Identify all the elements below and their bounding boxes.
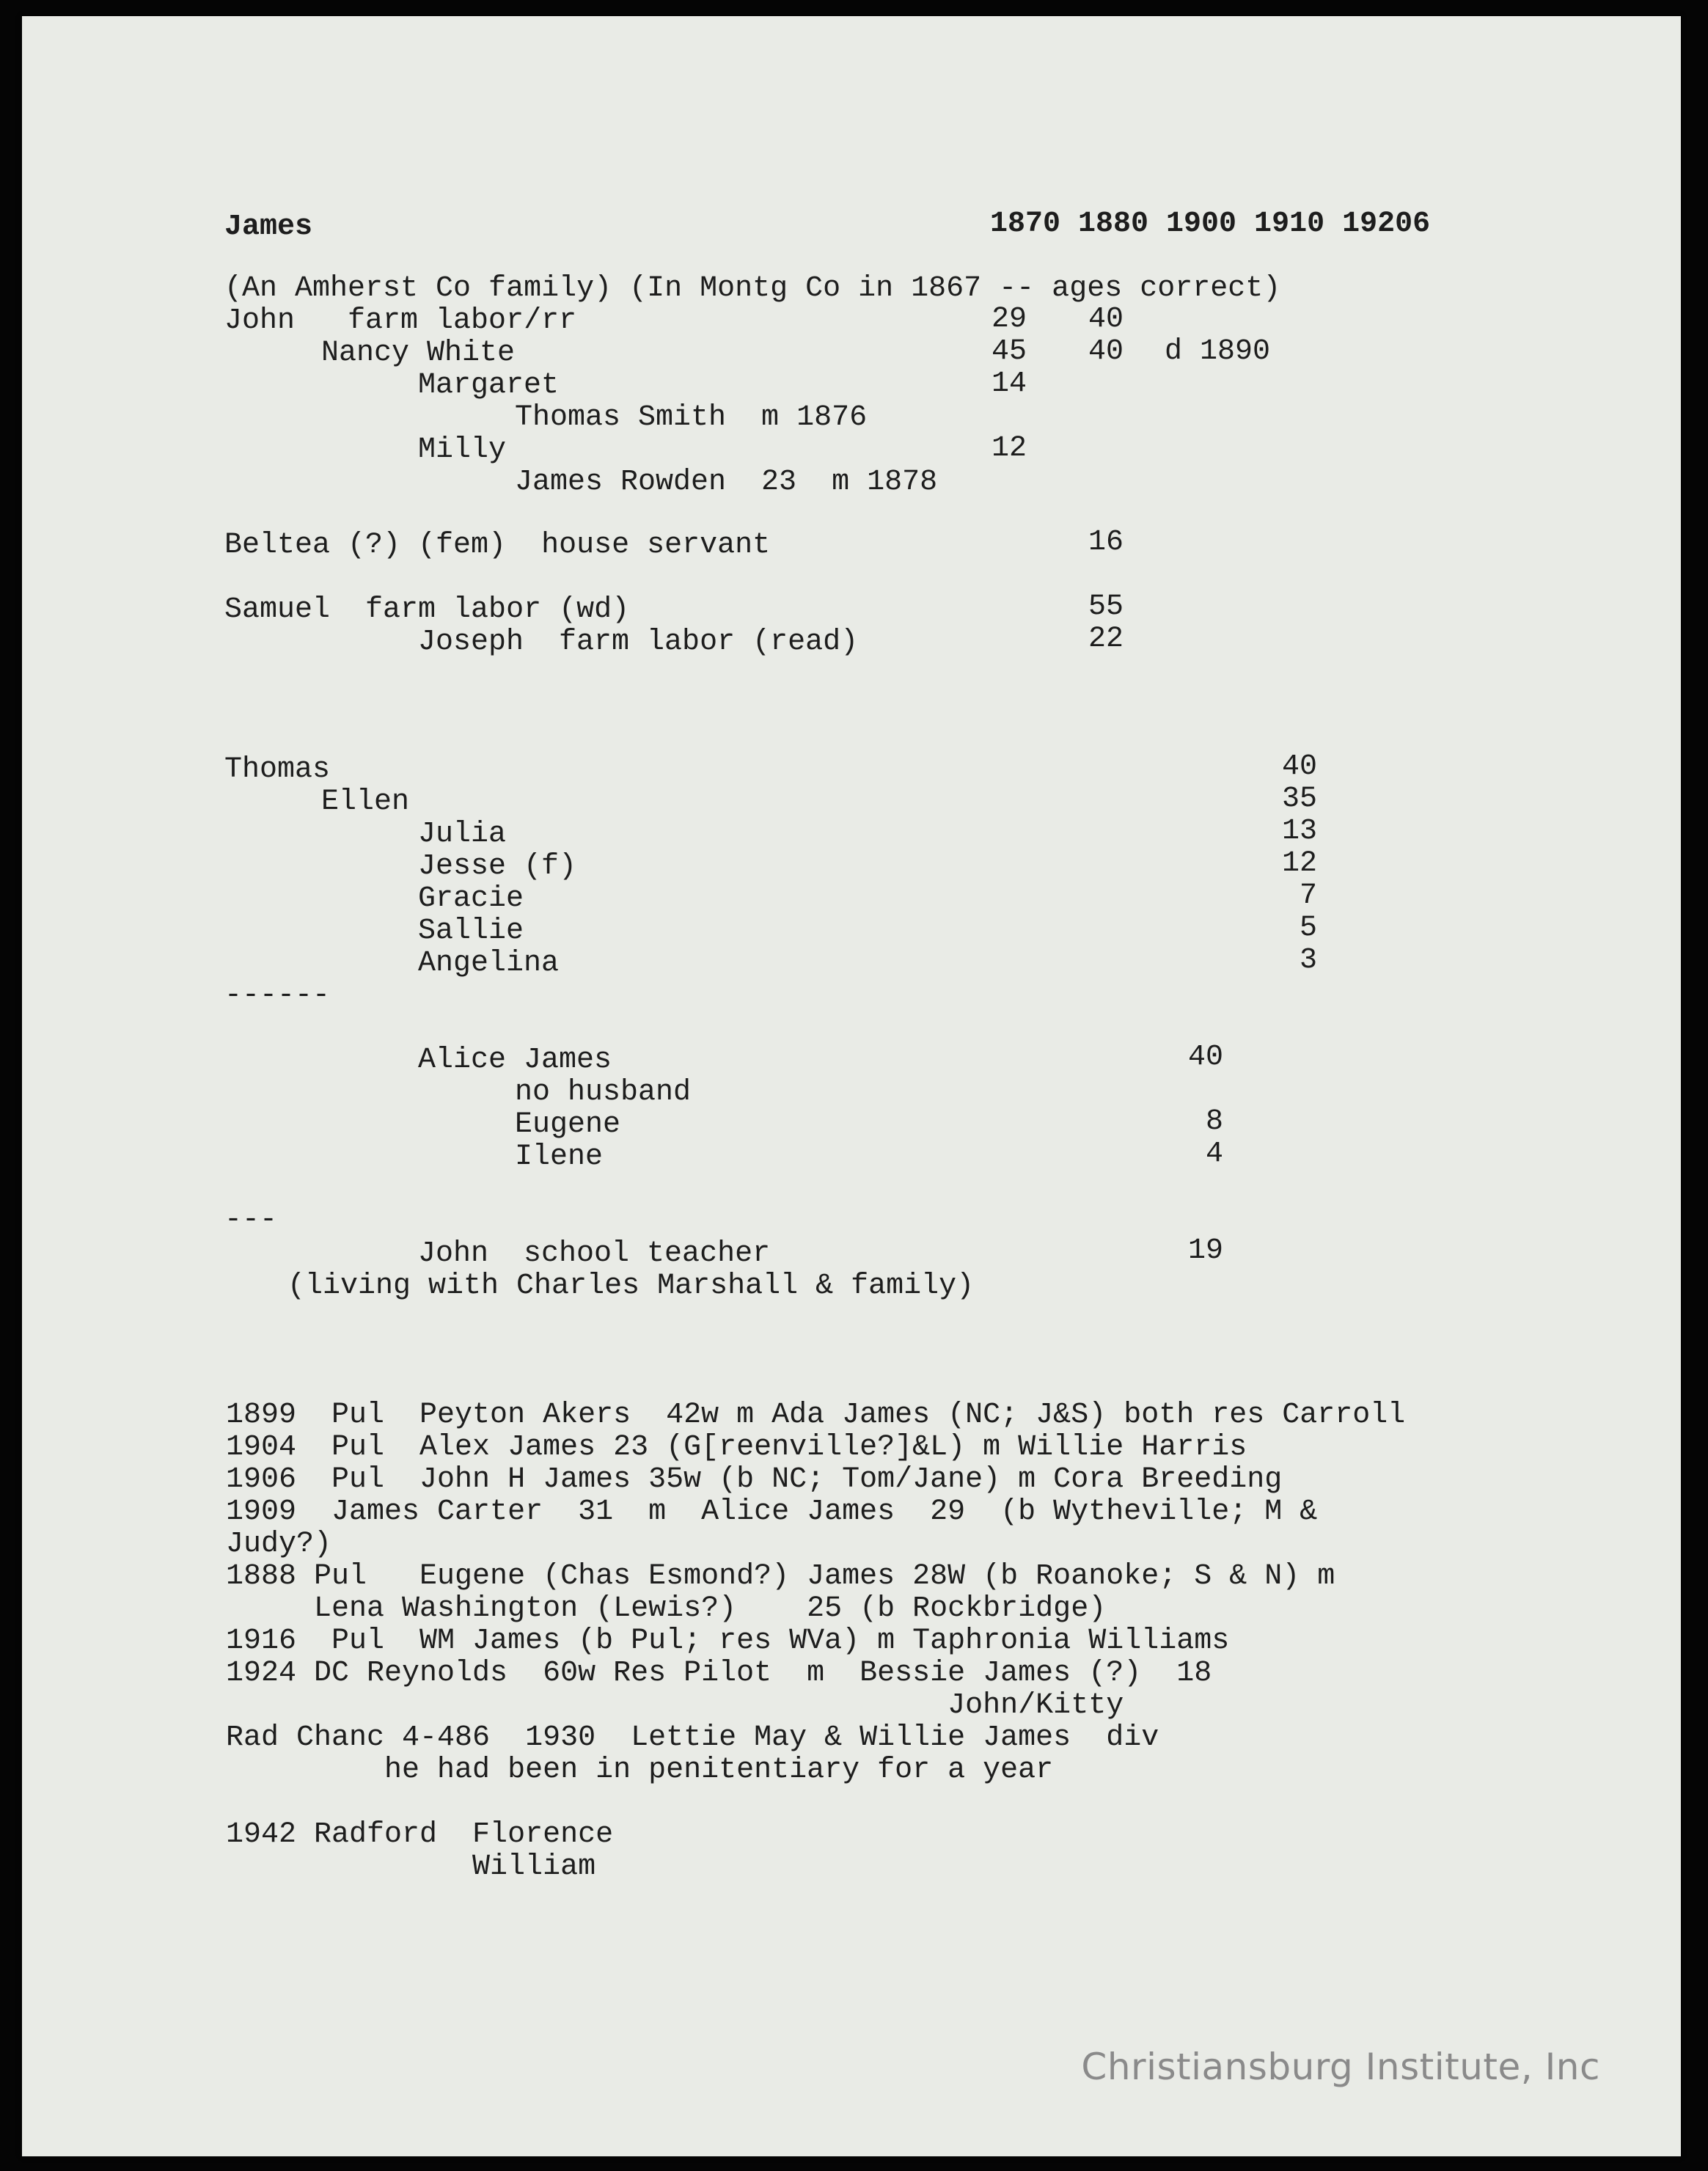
entry-name: no husband [515, 1076, 692, 1109]
death-note: d 1890 [1165, 335, 1271, 368]
entry-name: Alice James [418, 1044, 612, 1077]
age-1880: 16 [1088, 526, 1124, 559]
age-1870: 45 [992, 335, 1027, 368]
separator: ------ [224, 979, 331, 1012]
entry-name: Jesse (f) [418, 850, 577, 883]
record-line: 1909 James Carter 31 m Alice James 29 (b Wytheville; M & [226, 1495, 1318, 1529]
entry-name: Joseph farm labor (read) [418, 626, 859, 659]
record-line: 1899 Pul Peyton Akers 42w m Ada James (NC; J&S) both res Carroll [226, 1399, 1406, 1432]
record-line: John/Kitty [226, 1689, 1124, 1722]
age-1910: 3 [1300, 944, 1318, 977]
age-1910: 7 [1300, 879, 1318, 912]
entry-name: Samuel farm labor (wd) [224, 593, 630, 626]
record-line: Rad Chanc 4-486 1930 Lettie May & Willie James div [226, 1721, 1159, 1754]
age-1870: 14 [992, 367, 1027, 400]
age-1910: 5 [1300, 912, 1318, 945]
age-1880: 40 [1088, 303, 1124, 336]
age-1910: 35 [1282, 783, 1318, 816]
entry-name: Thomas Smith m 1876 [515, 401, 868, 434]
age-1870: 29 [992, 303, 1027, 336]
age-1900: 19 [1188, 1234, 1224, 1267]
age-1880: 40 [1088, 335, 1124, 368]
age-1910: 40 [1282, 750, 1318, 783]
entry-name: Ilene [515, 1141, 604, 1174]
paper-page [22, 16, 1681, 2156]
record-line: 1924 DC Reynolds 60w Res Pilot m Bessie James (?) 18 [226, 1657, 1212, 1690]
entry-name: John farm labor/rr [224, 304, 577, 337]
separator: --- [224, 1204, 278, 1237]
record-line: 1906 Pul John H James 35w (b NC; Tom/Jane) m Cora Breeding [226, 1463, 1283, 1496]
entry-name: Nancy White [321, 337, 516, 370]
age-1910: 13 [1282, 815, 1318, 848]
record-line: 1888 Pul Eugene (Chas Esmond?) James 28W (b Roanoke; S & N) m [226, 1560, 1335, 1593]
record-line: Lena Washington (Lewis?) 25 (b Rockbridge) [226, 1592, 1107, 1625]
record-line: William [226, 1850, 596, 1883]
age-1900: 4 [1206, 1138, 1224, 1171]
institution-watermark: Christiansburg Institute, Inc [1081, 2046, 1600, 2088]
age-1880: 22 [1088, 623, 1124, 656]
family-note: (An Amherst Co family) (In Montg Co in 1867 -- ages correct) [224, 272, 1281, 305]
age-1900: 8 [1206, 1105, 1224, 1138]
entry-name: Ellen [321, 786, 410, 819]
entry-name: Sallie [418, 915, 524, 948]
entry-name: Margaret [418, 369, 560, 402]
entry-name: Angelina [418, 947, 560, 980]
entry-name: Thomas [224, 753, 331, 786]
entry-name: James Rowden 23 m 1878 [515, 466, 938, 499]
entry-name: Julia [418, 818, 507, 851]
surname-heading: James [224, 210, 313, 244]
entry-name: Beltea (?) (fem) house servant [224, 529, 771, 562]
age-1870: 12 [992, 432, 1027, 465]
entry-name: Milly [418, 433, 507, 466]
entry-name: Eugene [515, 1108, 621, 1141]
age-1900: 40 [1188, 1041, 1224, 1074]
age-1910: 12 [1282, 847, 1318, 880]
age-1880: 55 [1088, 590, 1124, 623]
record-line: 1916 Pul WM James (b Pul; res WVa) m Taphronia Williams [226, 1625, 1230, 1658]
entry-name: John school teacher [418, 1237, 771, 1270]
record-line: he had been in penitentiary for a year [226, 1754, 1054, 1787]
census-years-heading: 1870 1880 1900 1910 19206 [990, 208, 1431, 241]
living-note: (living with Charles Marshall & family) [287, 1270, 975, 1303]
record-line: Judy?) [226, 1528, 332, 1561]
record-line: 1942 Radford Florence [226, 1818, 614, 1851]
entry-name: Gracie [418, 882, 524, 915]
record-line: 1904 Pul Alex James 23 (G[reenville?]&L) m Willie Harris [226, 1431, 1247, 1464]
